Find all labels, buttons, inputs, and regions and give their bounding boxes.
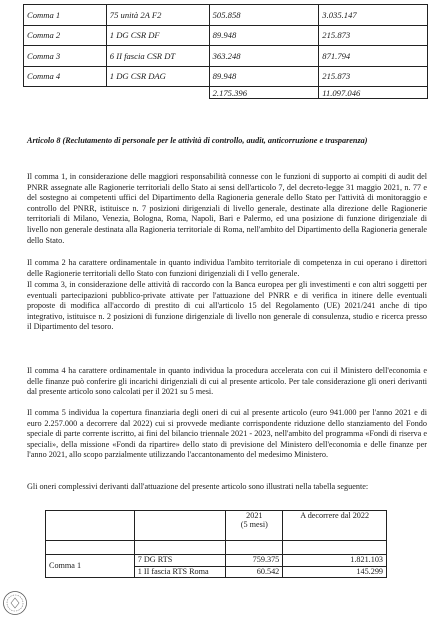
row-units: 1 DG CSR DAG <box>106 66 209 87</box>
table-row <box>24 5 428 26</box>
table-header-row <box>46 511 387 541</box>
row-value-b: 871.794 <box>319 46 428 67</box>
row-label: Comma 4 <box>24 66 107 87</box>
total-row <box>24 87 428 99</box>
header-months: (5 mesi) <box>240 520 268 529</box>
row-value-a: 89.948 <box>209 25 319 46</box>
article-heading: Articolo 8 (Reclutamento di personale per le attività di controllo, audit, anticorruzione e trasparenza) <box>27 136 368 145</box>
header-from-2022: A decorrere dal 2022 <box>283 511 387 541</box>
row-units: 6 II fascia CSR DT <box>106 46 209 67</box>
blank-cell <box>226 541 283 555</box>
blank-cell <box>134 541 226 555</box>
row-value-2021: 60.542 <box>226 566 283 578</box>
cost-table-top <box>23 4 428 99</box>
table-row <box>46 555 387 567</box>
row-value-2021: 759.375 <box>226 555 283 567</box>
table-row <box>24 66 428 87</box>
blank-cell <box>46 511 135 541</box>
blank-cell <box>134 511 226 541</box>
row-label: Comma 2 <box>24 25 107 46</box>
blank-cell <box>106 87 209 99</box>
header-2021 <box>226 511 283 541</box>
paragraph-comma-4: Il comma 4 ha carattere ordinamentale in quanto individua la procedura accelerata con cui il Ministero dell'economia e delle finanze può conferire gli incarichi dirigenziali di cui al presente articolo. Per tale considerazione gli oneri derivanti dal presente articolo sono calcolati per il 2021 su 5 mesi. <box>27 366 427 397</box>
blank-cell <box>46 541 135 555</box>
table-row <box>24 25 428 46</box>
row-value-b: 3.035.147 <box>319 5 428 26</box>
row-value-b: 215.873 <box>319 66 428 87</box>
row-units: 1 DG CSR DF <box>106 25 209 46</box>
row-value-2022: 1.821.103 <box>283 555 387 567</box>
table-row <box>24 46 428 67</box>
row-value-a: 363.248 <box>209 46 319 67</box>
row-label: Comma 3 <box>24 46 107 67</box>
row-value-b: 215.873 <box>319 25 428 46</box>
row-value-a: 89.948 <box>209 66 319 87</box>
paragraph-comma-2: Il comma 2 ha carattere ordinamentale in quanto individua l'ambito territoriale di competenza in cui operano i direttori delle Ragionerie territoriali dello Stato con funzioni dirigenziali di I vello generale. <box>27 258 427 278</box>
row-units: 75 unità 2A F2 <box>106 5 209 26</box>
seal-stamp-icon <box>2 590 28 616</box>
paragraph-comma-3: Il comma 3, in considerazione delle attività di raccordo con la Banca europea per gli investimenti e con altri soggetti per eventuali partecipazioni pubblico-private attivate per l'attuazione del PNRR e di verifica in itinere delle eventuali proposte di modifica all'accordo di prestito di cui all'articolo 15 del Regolamento (UE) 2021/241 anche di tipo integrativo, istituisce n. 2 posizioni di funzione dirigenziale di livello non generale di consulenza, studio e ricerca presso il Dipartimento del tesoro. <box>27 280 427 332</box>
row-value-2022: 145.299 <box>283 566 387 578</box>
row-desc: 7 DG RTS <box>134 555 226 567</box>
total-b: 11.097.046 <box>319 87 428 99</box>
paragraph-summary: Gli oneri complessivi derivanti dall'attuazione del presente articolo sono illustrati nella tabella seguente: <box>27 482 369 491</box>
row-label: Comma 1 <box>46 555 135 578</box>
paragraph-comma-5: Il comma 5 individua la copertura finanziaria degli oneri di cui al presente articolo (euro 941.000 per l'anno 2021 e di euro 2.257.000 a decorrere dal 2022) cui si provvede mediante corrispondente riduzione dello stanziamento del Fondo speciale di parte corrente iscritto, ai fini del bilancio triennale 2021 - 2023, nell'ambito del programma «Fondi di riserva e speciali», della missione «Fondi da ripartire» dello stato di previsione del Ministero dell'economia e delle finanze per l'anno 2021, allo scopo parzialmente utilizzando l'accantonamento del medesimo Ministero. <box>27 408 427 460</box>
cost-table-bottom <box>45 510 387 578</box>
table-row <box>46 541 387 555</box>
row-label: Comma 1 <box>24 5 107 26</box>
total-a: 2.175.396 <box>209 87 319 99</box>
paragraph-comma-1: Il comma 1, in considerazione delle maggiori responsabilità connesse con le funzioni di supporto ai compiti di audit del PNRR assegnate alle Ragionerie territoriali dello Stato ai sensi dell'articolo 7, del decreto-legge 31 maggio 2021, n. 77 e del sostegno ai competenti uffici del Dipartimento della Ragioneria generale dello Stato per l'attività di monitoraggio e controllo del PNRR, istituisce n. 7 posizioni dirigenziali di livello generale, destinate alla direzione delle Ragionerie territoriali di Milano, Venezia, Bologna, Roma, Napoli, Bari e Palermo, ed una posizione di funzione dirigenziale di livello non generale destinata alla Ragioneria territoriale di Roma, nell'ambito del Dipartimento della Ragioneria generale dello Stato. <box>27 172 427 245</box>
blank-cell <box>24 87 107 99</box>
blank-cell <box>283 541 387 555</box>
header-year: 2021 <box>246 511 263 520</box>
row-desc: 1 II fascia RTS Roma <box>134 566 226 578</box>
row-value-a: 505.858 <box>209 5 319 26</box>
